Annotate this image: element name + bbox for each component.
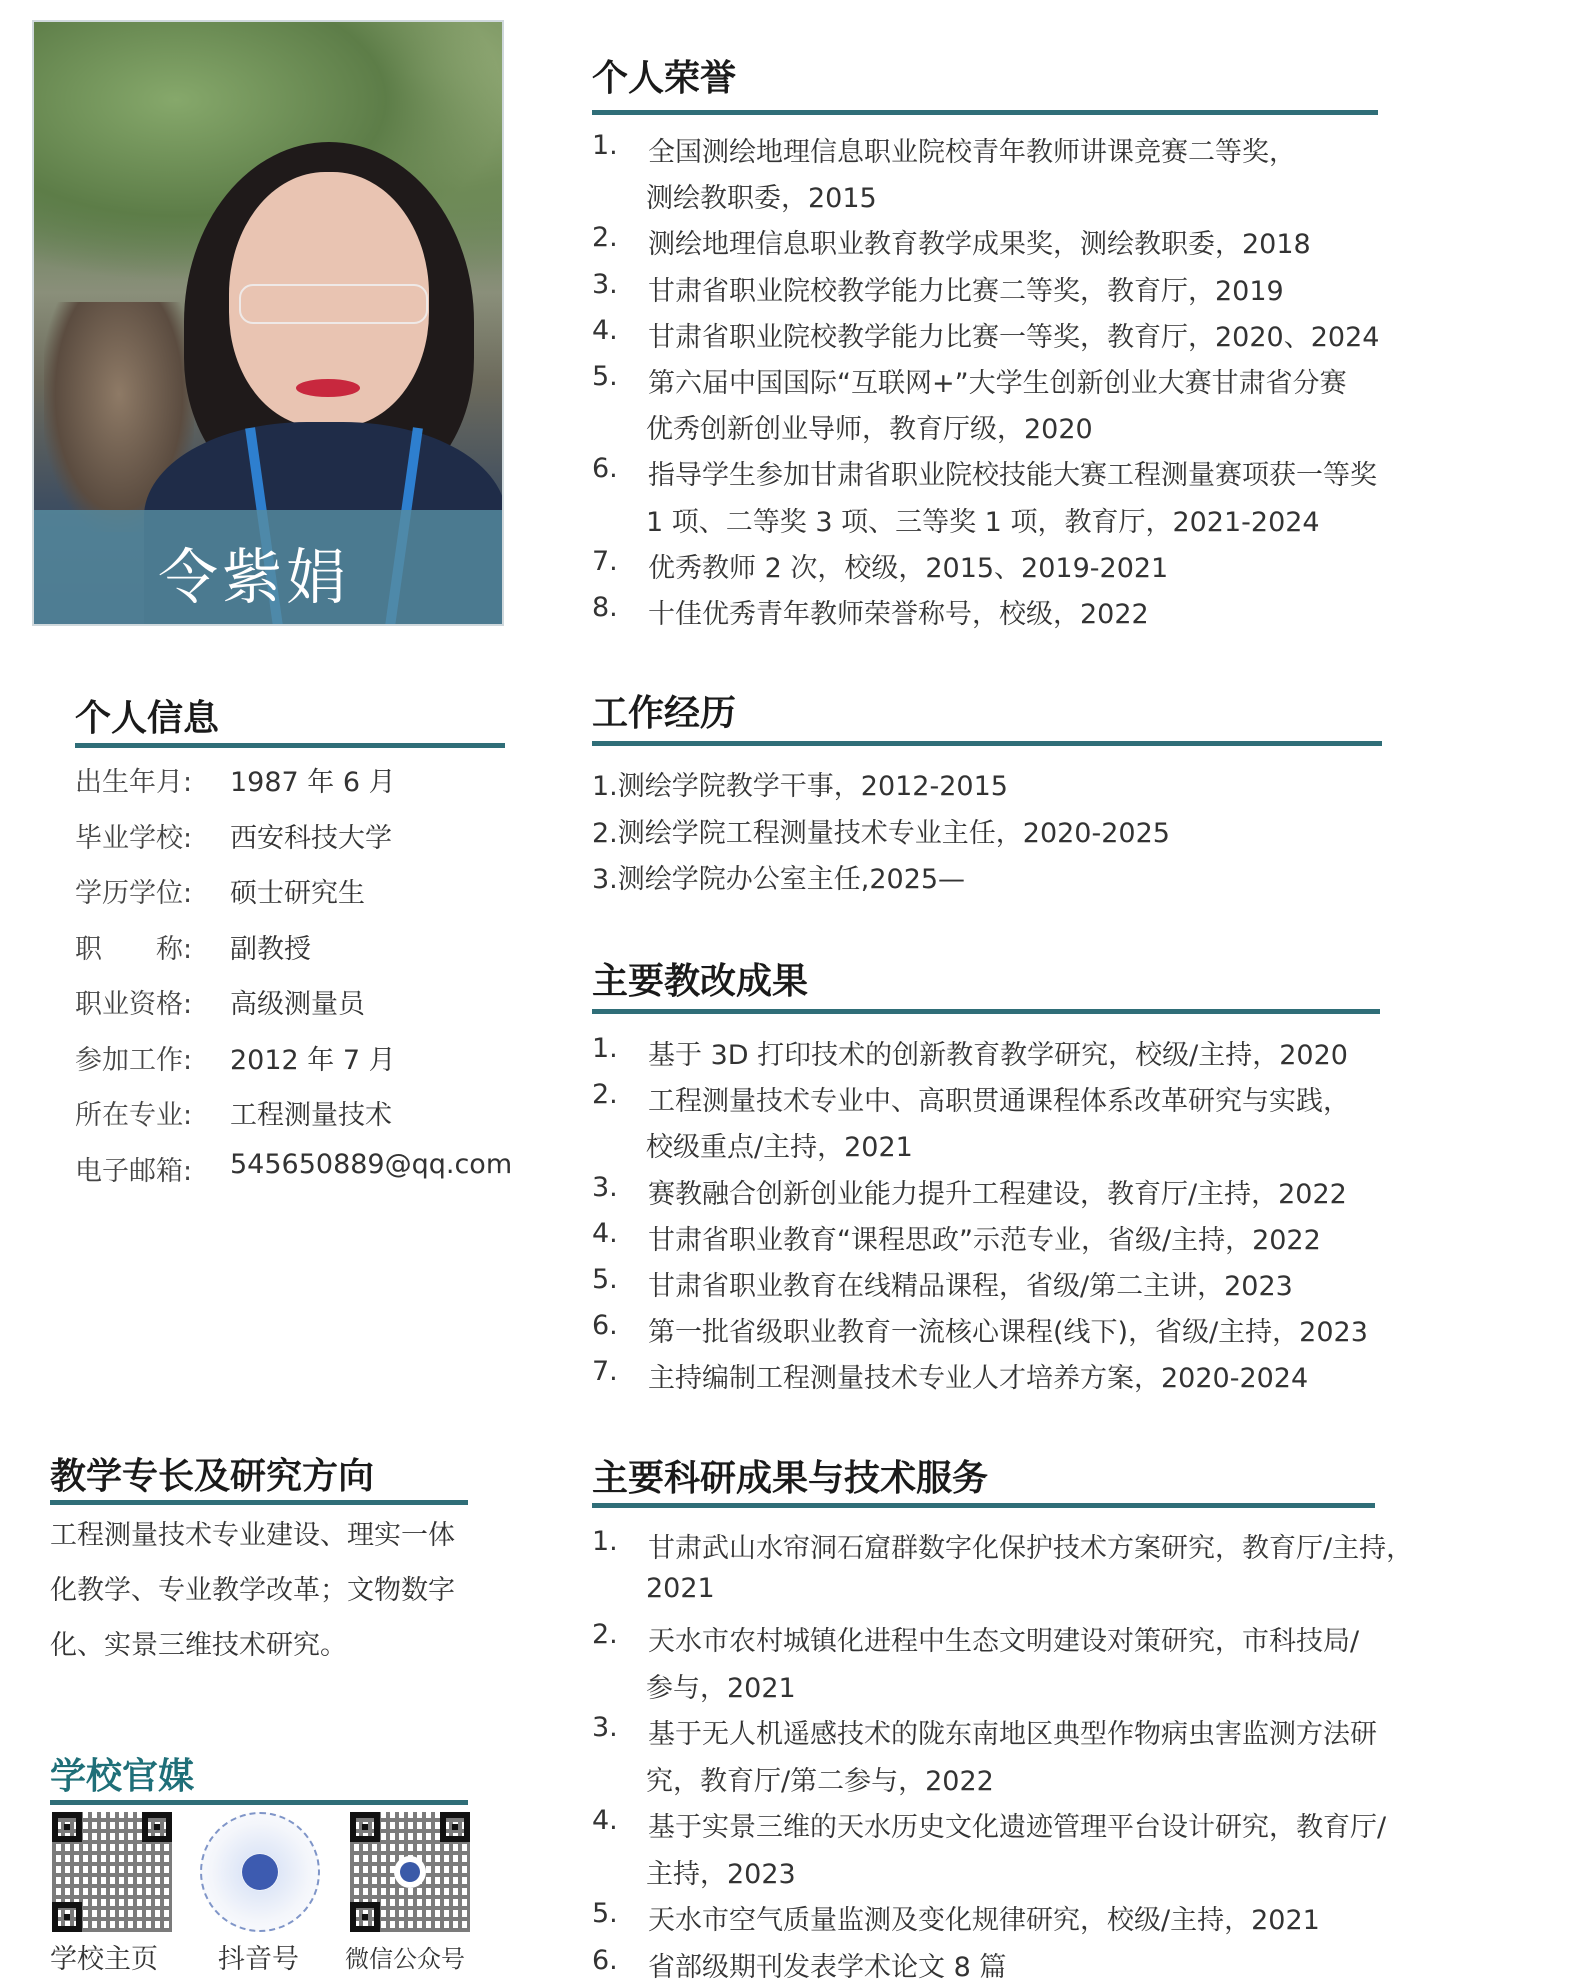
list-item-text: 天水市农村城镇化进程中生态文明建设对策研究，市科技局/ [648, 1626, 1360, 1657]
info-label: 参加工作: [75, 1044, 193, 1076]
list-item-number: 2. [592, 1619, 618, 1650]
list-item-number: 5. [592, 1264, 618, 1295]
info-value: 西安科技大学 [230, 822, 392, 854]
list-item-number: 5. [592, 361, 618, 392]
media-label-douyin: 抖音号 [218, 1944, 299, 1975]
list-item-text: 校级重点/主持，2021 [646, 1132, 913, 1164]
info-value: 2012 年 7 月 [230, 1044, 396, 1076]
list-item-text: 指导学生参加甘肃省职业院校技能大赛工程测量赛项获一等奖 [648, 460, 1377, 492]
info-label: 学历学位: [75, 878, 193, 909]
info-value: 545650889@qq.com [230, 1148, 513, 1180]
list-item-text: 究，教育厅/第二参与，2022 [646, 1765, 994, 1797]
section-divider [50, 1800, 468, 1805]
media-title: 学校官媒 [50, 1756, 195, 1797]
list-item-text: 甘肃省职业院校教学能力比赛一等奖，教育厅，2020、2024 [648, 321, 1380, 353]
list-item-number: 3. [592, 1712, 618, 1743]
info-label: 职业资格: [75, 989, 193, 1020]
list-item-text: 第六届中国国际“互联网+”大学生创新创业大赛甘肃省分赛 [648, 368, 1347, 399]
list-item-text: 十佳优秀青年教师荣誉称号，校级，2022 [648, 599, 1149, 630]
teaching-line: 化教学、专业教学改革；文物数字 [50, 1575, 455, 1606]
section-divider [592, 741, 1382, 746]
honors-title: 个人荣誉 [592, 58, 737, 99]
list-item-number: 3. [592, 1171, 618, 1203]
list-item-number: 2. [592, 222, 618, 254]
list-item-number: 7. [592, 545, 618, 577]
teaching-line: 化、实景三维技术研究。 [50, 1630, 347, 1661]
info-value: 硕士研究生 [230, 878, 365, 909]
section-divider [592, 1503, 1375, 1508]
list-item-number: 7. [592, 1356, 618, 1388]
list-item-text: 基于 3D 打印技术的创新教育教学研究，校级/主持，2020 [648, 1040, 1348, 1071]
profile-name: 令紫娟 [158, 543, 350, 613]
list-item-text: 第一批省级职业教育一流核心课程(线下)，省级/主持，2023 [648, 1317, 1368, 1349]
list-item-number: 4. [592, 314, 618, 346]
teaching-title: 教学专长及研究方向 [50, 1456, 375, 1497]
list-item-text: 测绘教职委，2015 [646, 183, 877, 215]
list-item-text: 测绘地理信息职业教育教学成果奖，测绘教职委，2018 [648, 229, 1311, 261]
list-item-text: 优秀教师 2 次，校级，2015、2019-2021 [648, 552, 1169, 584]
research-title: 主要科研成果与技术服务 [592, 1458, 989, 1499]
qr-code-icon[interactable] [52, 1812, 172, 1932]
list-item-text: 2021 [646, 1572, 715, 1604]
list-item-text: 甘肃省职业教育在线精品课程，省级/第二主讲，2023 [648, 1271, 1293, 1302]
list-item-text: 参与，2021 [646, 1672, 796, 1704]
info-label: 出生年月: [75, 767, 193, 798]
info-label: 电子邮箱: [75, 1155, 193, 1187]
list-item-text: 主持，2023 [646, 1858, 796, 1890]
list-item-text: 甘肃省职业院校教学能力比赛二等奖，教育厅，2019 [648, 275, 1284, 307]
info-value: 副教授 [230, 933, 311, 965]
info-value: 工程测量技术 [230, 1100, 392, 1131]
info-label: 所在专业: [75, 1100, 193, 1131]
work-item: 3.测绘学院办公室主任,2025— [592, 864, 966, 895]
info-label: 毕业学校: [75, 822, 193, 854]
list-item-text: 主持编制工程测量技术专业人才培养方案，2020-2024 [648, 1363, 1309, 1395]
list-item-text: 优秀创新创业导师，教育厅级，2020 [646, 414, 1093, 446]
info-label: 职 称: [75, 933, 193, 965]
profile-photo [32, 20, 504, 626]
list-item-number: 3. [592, 268, 618, 300]
media-label-wechat: 微信公众号 [345, 1945, 465, 1973]
wechat-qr-code-icon[interactable] [350, 1812, 470, 1932]
list-item-number: 4. [592, 1217, 618, 1249]
info-value: 高级测量员 [230, 989, 365, 1020]
list-item-text: 省部级期刊发表学术论文 8 篇 [648, 1951, 1007, 1983]
list-item-text: 工程测量技术专业中、高职贯通课程体系改革研究与实践， [648, 1086, 1350, 1118]
work-title: 工作经历 [592, 693, 737, 734]
list-item-text: 全国测绘地理信息职业院校青年教师讲课竞赛二等奖， [648, 137, 1296, 168]
list-item-text: 甘肃武山水帘洞石窟群数字化保护技术方案研究，教育厅/主持， [648, 1533, 1414, 1564]
list-item-number: 1. [592, 130, 618, 161]
list-item-number: 6. [592, 1944, 618, 1976]
list-item-text: 基于实景三维的天水历史文化遗迹管理平台设计研究，教育厅/ [648, 1812, 1387, 1843]
list-item-number: 1. [592, 1526, 618, 1557]
list-item-text: 甘肃省职业教育“课程思政”示范专业，省级/主持，2022 [648, 1224, 1321, 1256]
section-divider [592, 110, 1378, 115]
work-item: 2.测绘学院工程测量技术专业主任，2020-2025 [592, 817, 1170, 849]
list-item-number: 4. [592, 1805, 618, 1836]
section-divider [592, 1009, 1380, 1014]
list-item-text: 天水市空气质量监测及变化规律研究，校级/主持，2021 [648, 1905, 1320, 1936]
douyin-code-icon[interactable] [200, 1812, 320, 1932]
list-item-number: 6. [592, 1310, 618, 1342]
section-divider [50, 1500, 468, 1505]
list-item-number: 8. [592, 592, 618, 623]
list-item-number: 2. [592, 1079, 618, 1111]
teaching-line: 工程测量技术专业建设、理实一体 [50, 1520, 455, 1551]
section-divider [75, 743, 505, 748]
list-item-text: 赛教融合创新创业能力提升工程建设，教育厅/主持，2022 [648, 1178, 1347, 1210]
list-item-number: 5. [592, 1898, 618, 1929]
info-value: 1987 年 6 月 [230, 767, 396, 798]
work-item: 1.测绘学院教学干事，2012-2015 [592, 771, 1008, 802]
media-label-homepage: 学校主页 [50, 1944, 158, 1975]
list-item-number: 1. [592, 1033, 618, 1064]
list-item-number: 6. [592, 453, 618, 485]
list-item-text: 基于无人机遥感技术的陇东南地区典型作物病虫害监测方法研 [648, 1719, 1377, 1750]
list-item-text: 1 项、二等奖 3 项、三等奖 1 项，教育厅，2021-2024 [646, 506, 1320, 538]
personal-info-title: 个人信息 [75, 698, 220, 739]
reform-title: 主要教改成果 [592, 961, 809, 1002]
